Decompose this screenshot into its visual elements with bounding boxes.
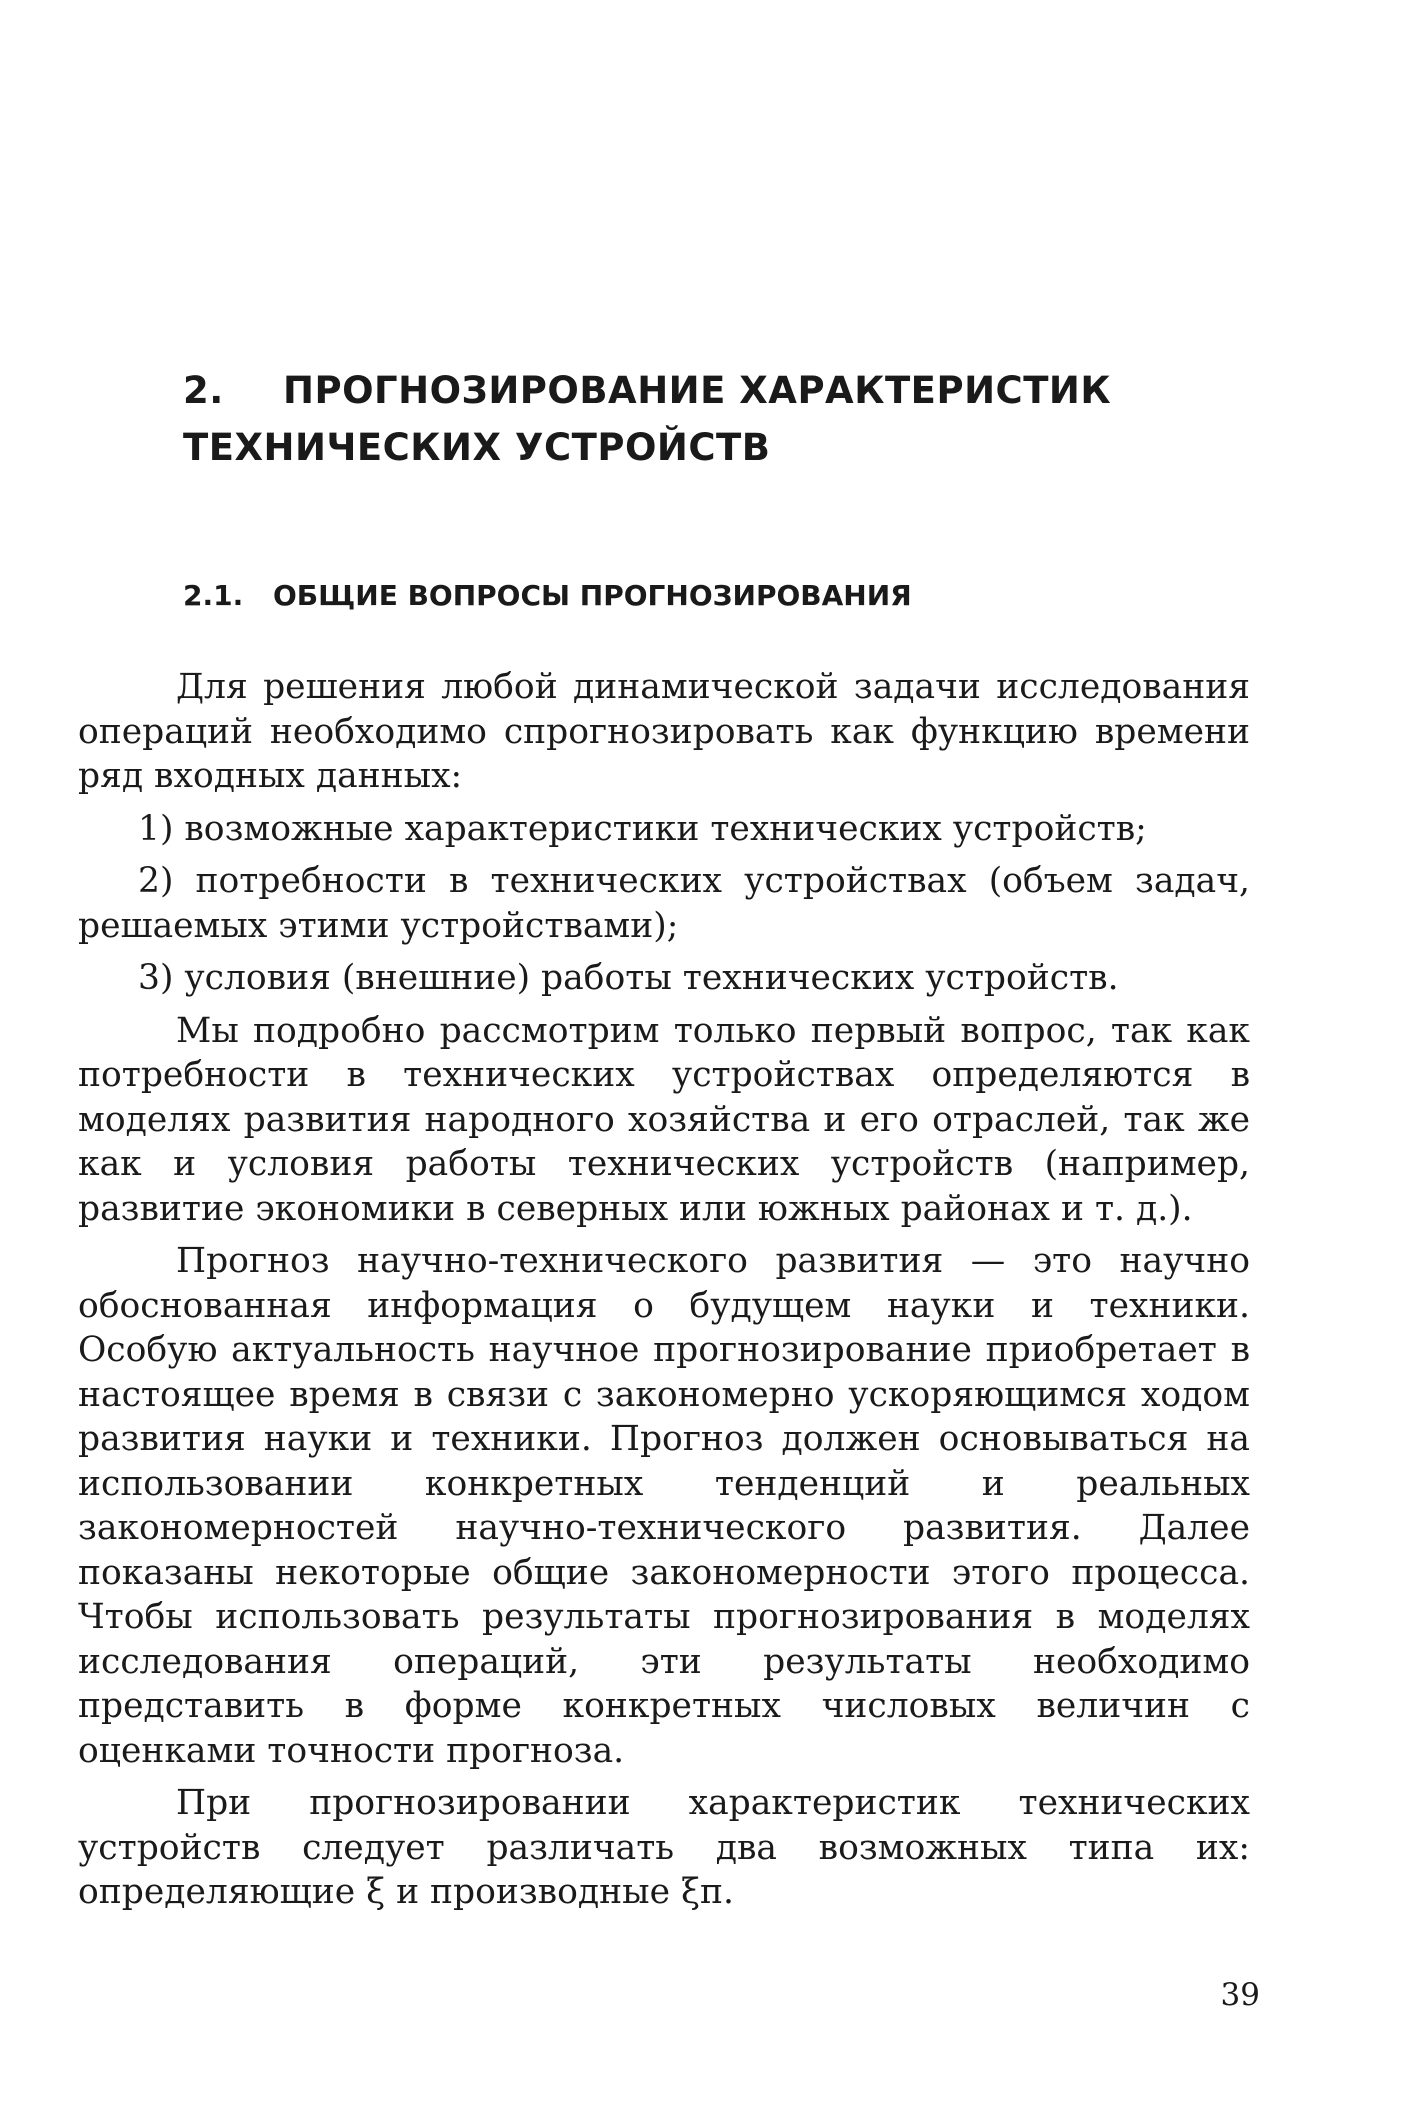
body-text <box>78 665 1250 1923</box>
section-title-text: ОБЩИЕ ВОПРОСЫ ПРОГНОЗИРОВАНИЯ <box>273 579 912 612</box>
list-item: 1) возможные характеристики технических устройств; <box>138 808 1147 849</box>
paragraph-intro: Для решения любой динамической задачи исследования операций необходимо спрогнозировать как функцию времени ряд входных данных: <box>78 667 1250 796</box>
paragraph: При прогнозировании характеристик технических устройств следует различать два возможных типа их: определяющие ξ и производные ξп. <box>78 1783 1250 1912</box>
chapter-number: 2. <box>183 369 224 412</box>
list-item: 3) условия (внешние) работы технических устройств. <box>138 958 1119 998</box>
paragraph: Мы подробно рассмотрим только первый вопрос, так как потребности в технических устройствах определяются в моделях развития народного хозяйства и его отраслей, так же как и условия работы технических устройств (например, развитие экономики в северных или южных районах и т. д.). <box>78 1010 1250 1229</box>
chapter-title-line2: ТЕХНИЧЕСКИХ УСТРОЙСТВ <box>183 426 771 469</box>
chapter-title <box>183 362 1183 476</box>
section-number: 2.1. <box>183 579 244 612</box>
chapter-title-line1: ПРОГНОЗИРОВАНИЕ ХАРАКТЕРИСТИК <box>283 369 1112 412</box>
paragraph: Прогноз научно-технического развития — это научно обоснованная информация о будущем науки и техники. Особую актуальность научное прогнозирование приобретает в настоящее время в связи с закономерно ускоряющимся ходом развития науки и техники. Прогноз должен основываться на использовании конкретных тенденций и реальных закономерностей научно-технического развития. Далее показаны некоторые общие закономерности этого процесса. Чтобы использовать результаты прогнозирования в моделях исследования операций, эти результаты необходимо представить в форме конкретных числовых величин с оценками точности прогноза. <box>78 1241 1250 1771</box>
list-item: 2) потребности в технических устройствах (объем задач, решаемых этими устройствами); <box>78 861 1250 946</box>
page-number: 39 <box>1220 1977 1260 2013</box>
section-title <box>183 576 1083 616</box>
